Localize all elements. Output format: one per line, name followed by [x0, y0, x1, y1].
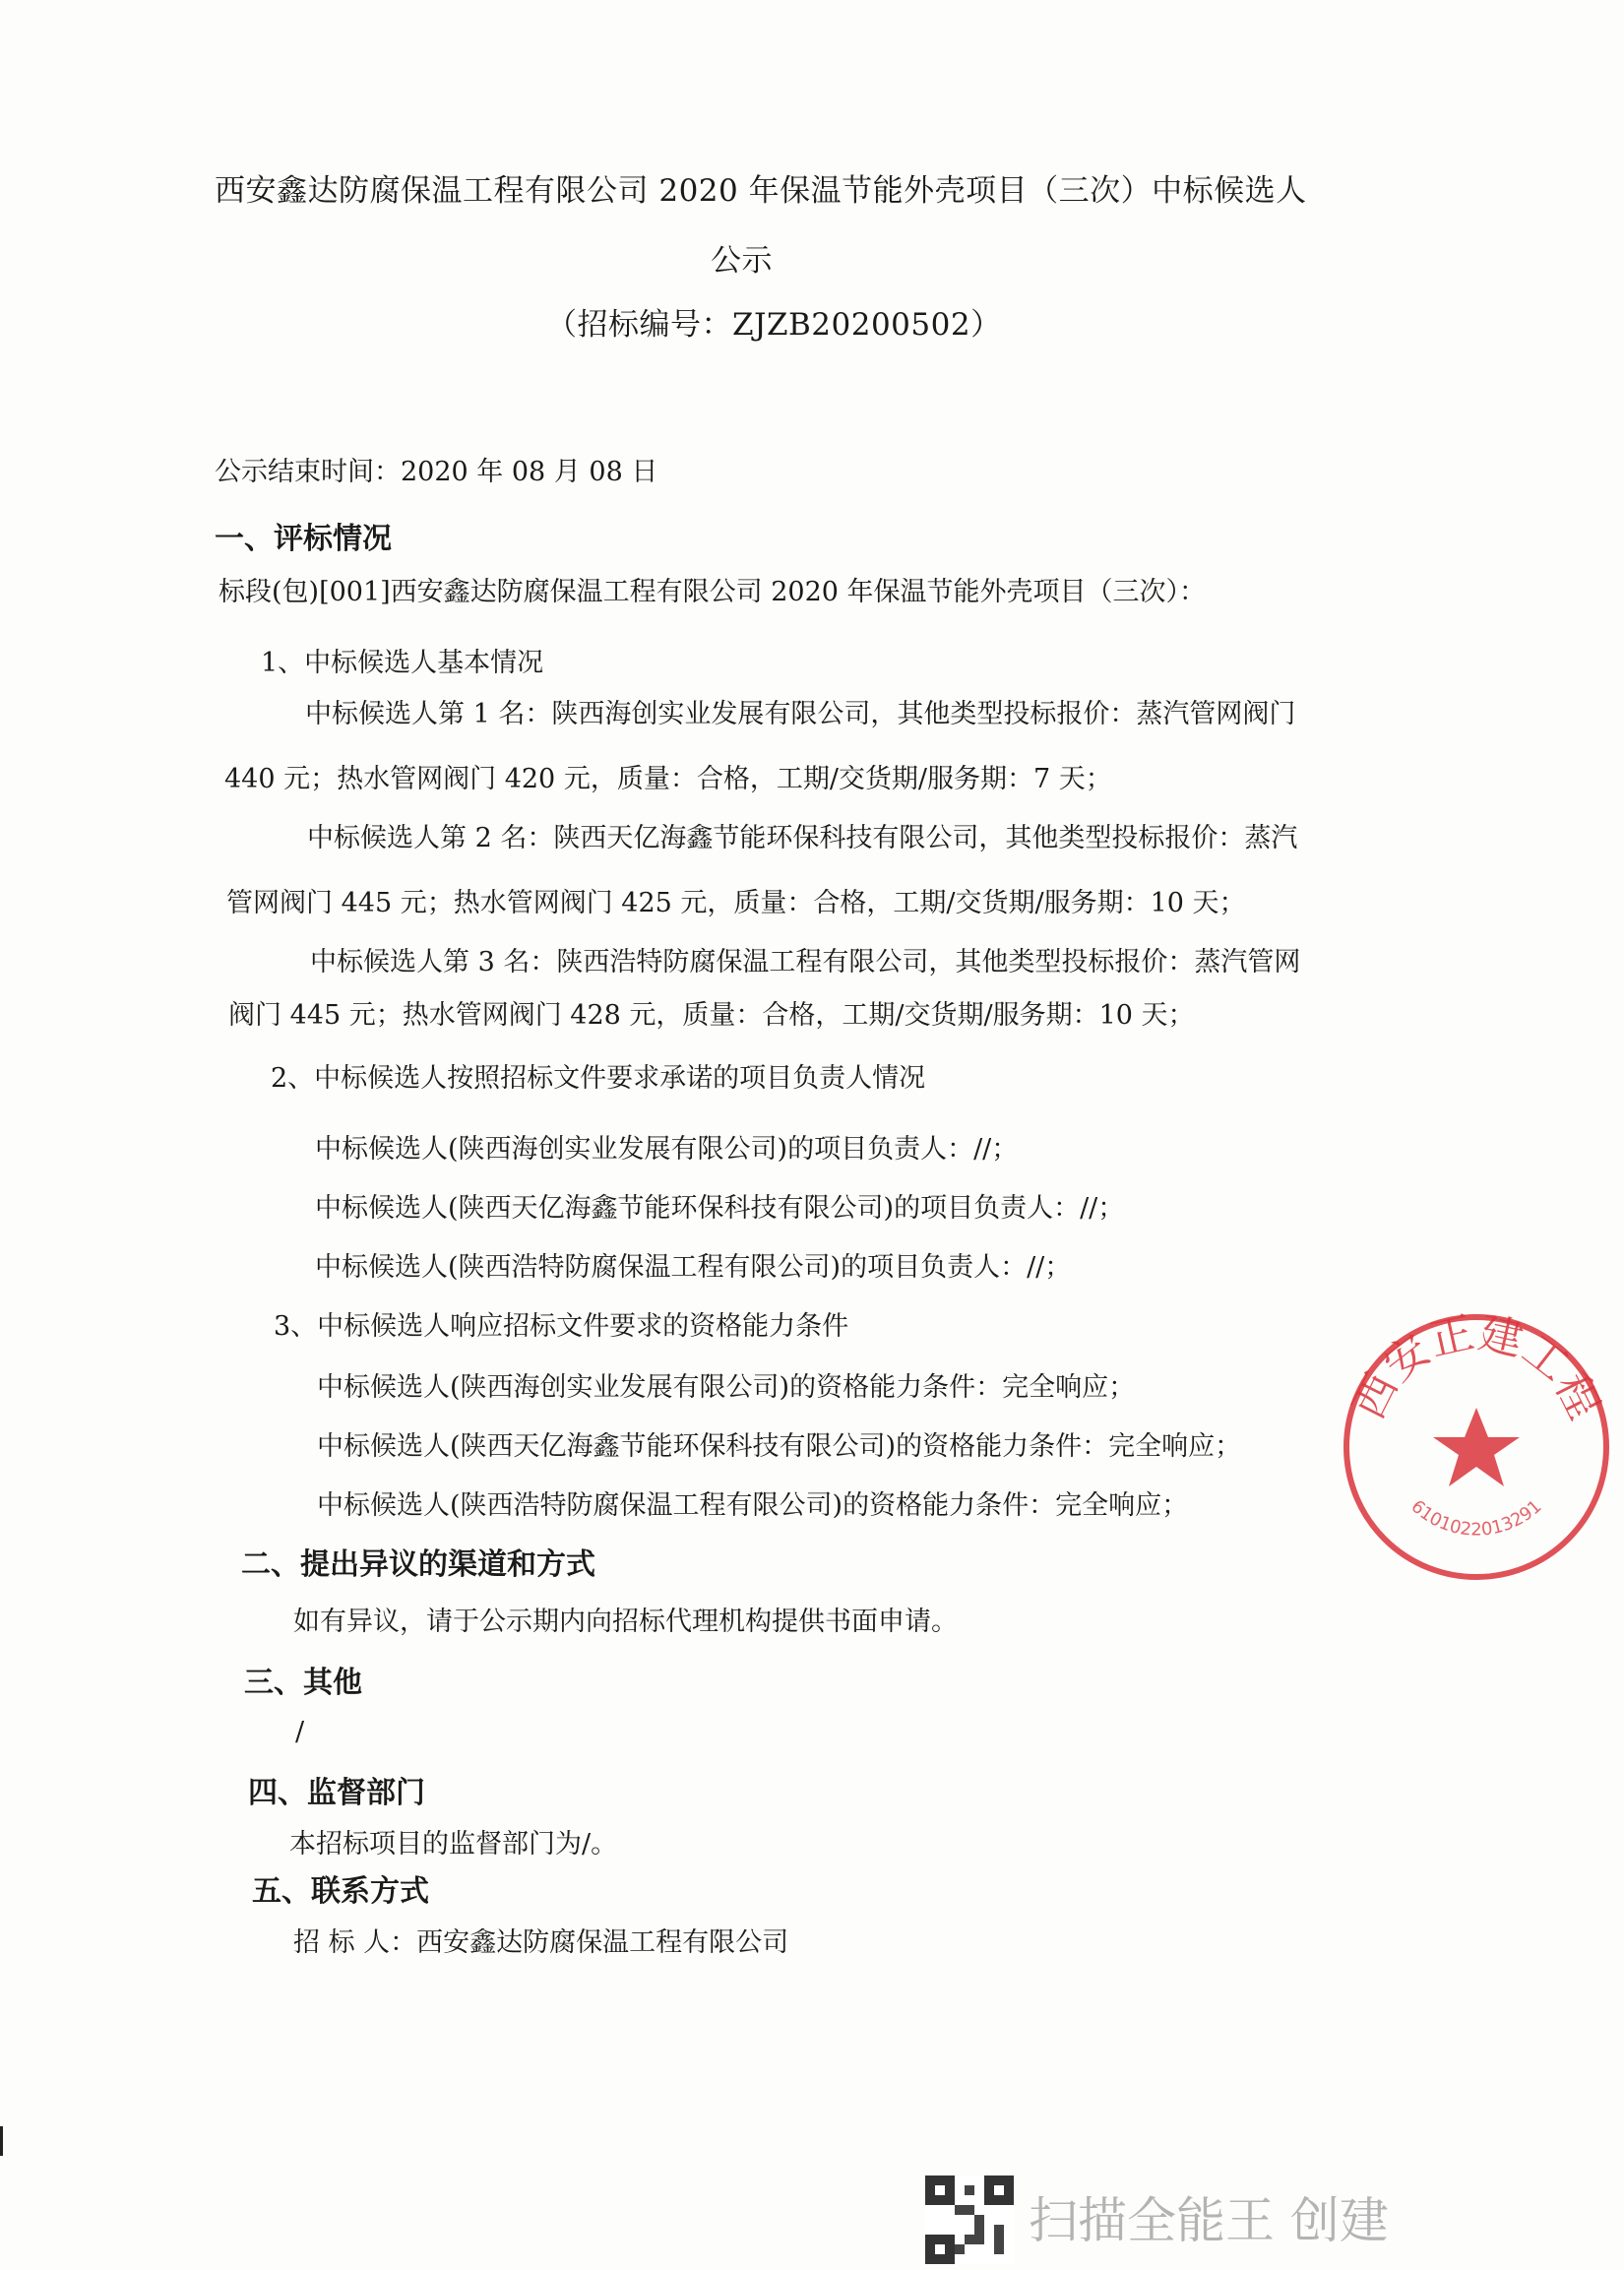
- title-line-2: 公示: [711, 243, 773, 279]
- section1-heading: 一、评标情况: [215, 522, 392, 556]
- section3-text: /: [295, 1717, 305, 1747]
- sub3-item-2: 中标候选人(陕西天亿海鑫节能环保科技有限公司)的资格能力条件：完全响应；: [317, 1431, 1242, 1462]
- seal-name: 西安正建工程: [1343, 1307, 1609, 1427]
- end-time: 公示结束时间：2020 年 08 月 08 日: [215, 457, 658, 487]
- sub1-heading: 1、中标候选人基本情况: [261, 648, 544, 678]
- title-line-1: 西安鑫达防腐保温工程有限公司 2020 年保温节能外壳项目（三次）中标候选人: [215, 173, 1307, 209]
- section2-text: 如有异议，请于公示期内向招标代理机构提供书面申请。: [293, 1607, 958, 1637]
- candidate1-line2: 440 元；热水管网阀门 420 元，质量：合格，工期/交货期/服务期：7 天；: [224, 764, 1112, 794]
- sub3-item-1: 中标候选人(陕西海创实业发展有限公司)的资格能力条件：完全响应；: [317, 1372, 1136, 1403]
- candidate2-line1: 中标候选人第 2 名：陕西天亿海鑫节能环保科技有限公司，其他类型投标报价：蒸汽: [307, 823, 1298, 853]
- section4-text: 本招标项目的监督部门为/。: [289, 1829, 618, 1860]
- seal-star-icon: [1433, 1408, 1520, 1486]
- candidate3-line2: 阀门 445 元；热水管网阀门 428 元，质量：合格，工期/交货期/服务期：10 天；: [228, 1000, 1195, 1031]
- qr-code-icon: [925, 2175, 1014, 2264]
- scanner-watermark: 扫描全能王 创建: [1029, 2192, 1389, 2249]
- lot-line: 标段(包)[001]西安鑫达防腐保温工程有限公司 2020 年保温节能外壳项目（三次）：: [219, 577, 1207, 607]
- scan-edge-mark: [0, 2126, 3, 2156]
- sub2-heading: 2、中标候选人按照招标文件要求承诺的项目负责人情况: [271, 1063, 926, 1094]
- sub2-item-2: 中标候选人(陕西天亿海鑫节能环保科技有限公司)的项目负责人：//；: [315, 1193, 1125, 1224]
- section5-text: 招 标 人：西安鑫达防腐保温工程有限公司: [293, 1927, 789, 1958]
- section5-heading: 五、联系方式: [252, 1874, 429, 1909]
- section3-heading: 三、其他: [244, 1666, 362, 1700]
- candidate3-line1: 中标候选人第 3 名：陕西浩特防腐保温工程有限公司，其他类型投标报价：蒸汽管网: [310, 947, 1301, 977]
- sub3-heading: 3、中标候选人响应招标文件要求的资格能力条件: [274, 1311, 849, 1342]
- candidate2-line2: 管网阀门 445 元；热水管网阀门 425 元，质量：合格，工期/交货期/服务期：10 天；: [226, 888, 1246, 918]
- company-seal: [1329, 1299, 1624, 1595]
- section4-heading: 四、监督部门: [248, 1776, 425, 1810]
- sub2-item-1: 中标候选人(陕西海创实业发展有限公司)的项目负责人：//；: [315, 1134, 1019, 1165]
- sub2-item-3: 中标候选人(陕西浩特防腐保温工程有限公司)的项目负责人：//；: [315, 1252, 1072, 1283]
- candidate1-line1: 中标候选人第 1 名：陕西海创实业发展有限公司，其他类型投标报价：蒸汽管网阀门: [305, 699, 1296, 729]
- sub3-item-3: 中标候选人(陕西浩特防腐保温工程有限公司)的资格能力条件：完全响应；: [317, 1490, 1189, 1521]
- seal-number: 6101022013291: [1406, 1495, 1546, 1541]
- section2-heading: 二、提出异议的渠道和方式: [241, 1547, 595, 1582]
- bid-number: （招标编号：ZJZB20200502）: [546, 307, 1002, 343]
